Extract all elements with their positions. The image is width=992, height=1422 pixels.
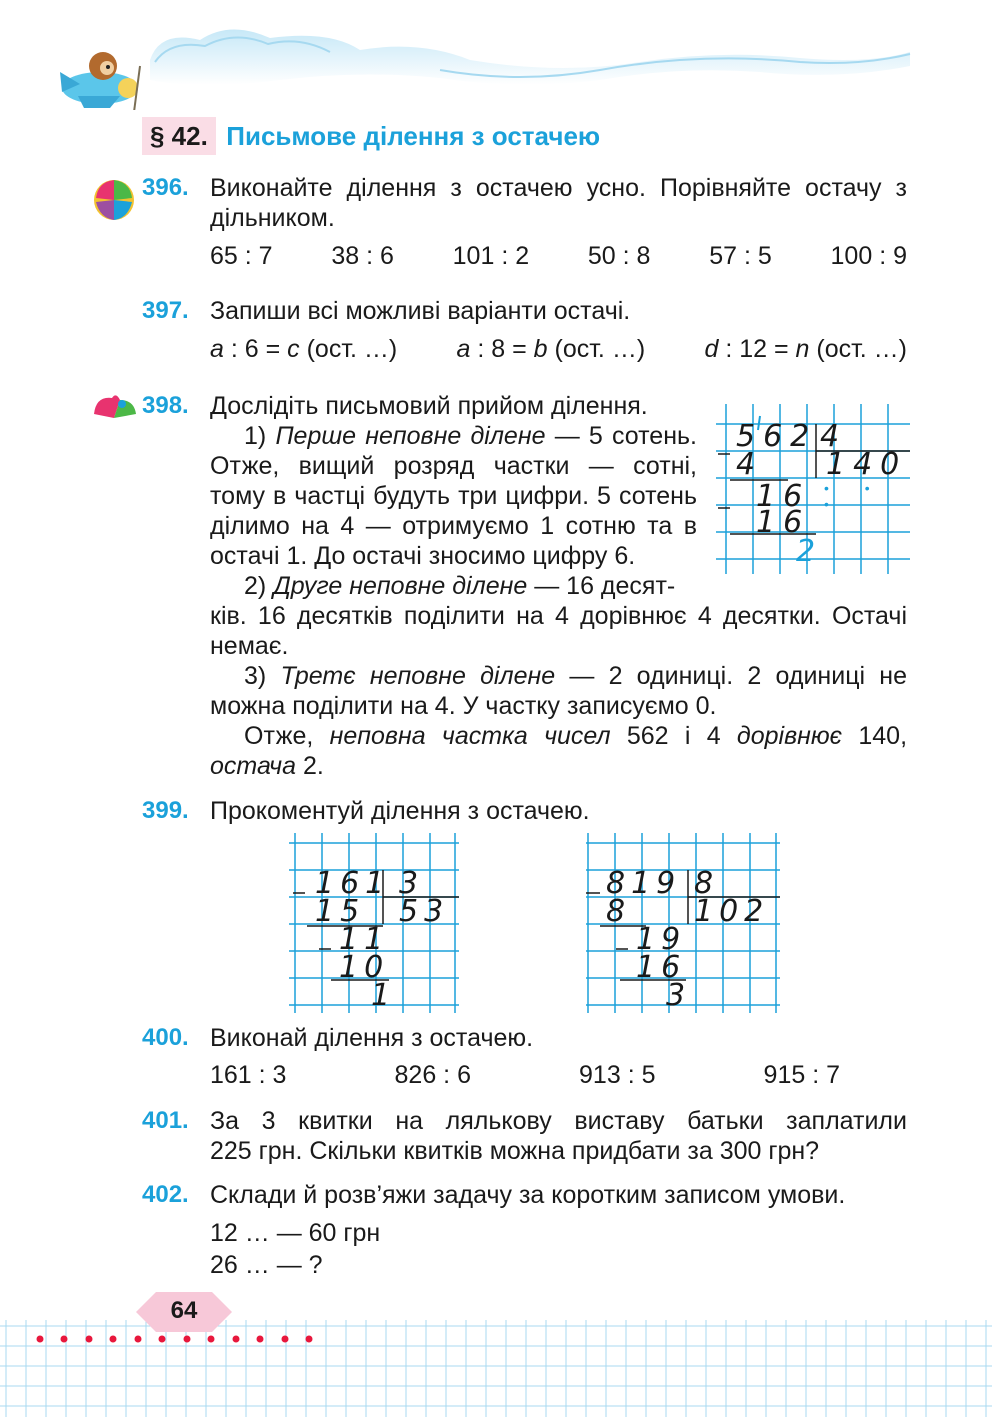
ex396-items <box>210 241 907 271</box>
ex398-long-division <box>716 404 910 574</box>
section-sign: § 42. <box>142 117 216 155</box>
subtrahend-2: 16 <box>636 950 687 985</box>
ex399-text: Прокоментуй ділення з остачею. <box>210 797 590 825</box>
ex400-item: 913 : 5 <box>579 1061 656 1089</box>
remainder: 1 <box>371 978 391 1013</box>
quotient-dots: • • • <box>824 480 886 512</box>
ex400-item: 161 : 3 <box>210 1061 287 1089</box>
ex398-line: Дослідіть письмовий прийом ділення. <box>210 392 648 420</box>
exercise-number-399: 399. <box>142 797 189 824</box>
ex398-line: 2) Друге неповне ділене — 16 десят- <box>244 572 676 600</box>
ex402-line1: 12 … — 60 грн <box>210 1219 381 1247</box>
quotient: 53 <box>399 894 450 929</box>
quotient: 102 <box>694 894 770 929</box>
subtrahend-1: 15 <box>315 894 366 929</box>
ex397-expression: a : 6 = c (ост. …) <box>210 335 398 363</box>
ex398-line: остачі 1. До остачі зносимо цифру 6. <box>210 542 636 570</box>
ex397-expressions <box>210 334 907 364</box>
ex399-division-a <box>289 833 459 1013</box>
exercise-number-396: 396. <box>142 174 189 201</box>
ex400-item: 826 : 6 <box>394 1061 471 1089</box>
ex397-text: Запиши всі можливі варіанти остачі. <box>210 297 631 325</box>
dividend: 819 <box>606 866 682 901</box>
ex398-line: Отже, вищий розряд частки — сотні, <box>210 452 697 480</box>
remainder-1: 11 <box>339 922 390 957</box>
sky-clouds-illustration <box>0 0 992 110</box>
ex397-expression: d : 12 = n (ост. …) <box>704 335 907 363</box>
header-decoration <box>0 0 992 110</box>
section-title: Письмове ділення з остачею <box>226 121 601 151</box>
subtrahend-1: 4 <box>736 447 756 482</box>
ex396-line1: Виконайте ділення з остачею усно. Порівняйте остачу з <box>210 174 907 202</box>
remainder: 2 <box>796 534 816 569</box>
subtrahend-1: 8 <box>606 894 626 929</box>
ex401-line1: За 3 квитки на лялькову виставу батьки заплатили <box>210 1107 907 1135</box>
ex396-item: 65 : 7 <box>210 242 273 270</box>
page-number: 64 <box>170 1297 198 1324</box>
subtrahend-2: 10 <box>339 950 390 985</box>
ex396-line2: дільником. <box>210 204 335 232</box>
ex396-item: 38 : 6 <box>331 242 394 270</box>
ex398-line: 1) Перше неповне ділене — 5 сотень. <box>244 422 697 450</box>
exercise-number-397: 397. <box>142 297 189 324</box>
ex401-line2: 225 грн. Скільки квитків можна придбати за 300 грн? <box>210 1137 820 1165</box>
ex398-line: можна поділити на 4. У частку записуємо 0. <box>210 692 717 720</box>
dividend: 161 <box>315 866 391 901</box>
ex398-line: немає. <box>210 632 289 660</box>
remainder-1: 19 <box>636 922 687 957</box>
ex398-line: Отже, неповна частка чисел 562 і 4 дорівнює 140, <box>244 722 908 750</box>
grid-paper <box>0 1320 992 1417</box>
ex400-text: Виконай ділення з остачею. <box>210 1024 534 1052</box>
quotient: 140 <box>826 447 908 482</box>
remainder: 3 <box>666 978 686 1013</box>
divisor: 4 <box>820 419 840 454</box>
divisor: 8 <box>694 866 714 901</box>
plane-icon <box>60 52 140 110</box>
ex396-item: 101 : 2 <box>452 242 530 270</box>
ex398-line: ділимо на 4 — отримуємо 1 сотню та в <box>210 512 697 540</box>
ex396-item: 100 : 9 <box>830 242 907 270</box>
section-heading <box>142 117 600 155</box>
dividend: 562 <box>736 419 818 454</box>
exercise-number-400: 400. <box>142 1024 189 1051</box>
pair-work-icon <box>92 392 138 427</box>
subtrahend-2: 16 <box>756 505 811 540</box>
ex396-item: 57 : 5 <box>709 242 772 270</box>
page-number-badge <box>134 1290 234 1334</box>
ex398-line: остача 2. <box>210 752 324 780</box>
group-work-icon <box>92 178 136 227</box>
ex398-line: 3) Третє неповне ділене — 2 одиниці. 2 одиниці не <box>244 662 907 690</box>
ex398-line: ків. 16 десятків поділити на 4 дорівнює 4 десятки. Остачі <box>210 602 907 630</box>
footer-grid <box>0 1320 992 1417</box>
ex402-line2: 26 … — ? <box>210 1251 323 1279</box>
exercise-number-401: 401. <box>142 1107 189 1134</box>
exercise-number-402: 402. <box>142 1181 189 1208</box>
ex402-text: Склади й розв’яжи задачу за коротким записом умови. <box>210 1181 846 1209</box>
ex400-items <box>210 1060 840 1090</box>
ex400-item: 915 : 7 <box>763 1061 840 1089</box>
remainder-1: 16 <box>756 479 811 514</box>
ex399-division-b <box>586 833 780 1013</box>
ex396-item: 50 : 8 <box>587 242 651 270</box>
exercise-number-398: 398. <box>142 392 189 419</box>
ex397-expression: a : 8 = b (ост. …) <box>456 335 646 363</box>
divisor: 3 <box>399 866 419 901</box>
ex398-line: тому в частці будуть три цифри. 5 сотень <box>210 482 697 510</box>
